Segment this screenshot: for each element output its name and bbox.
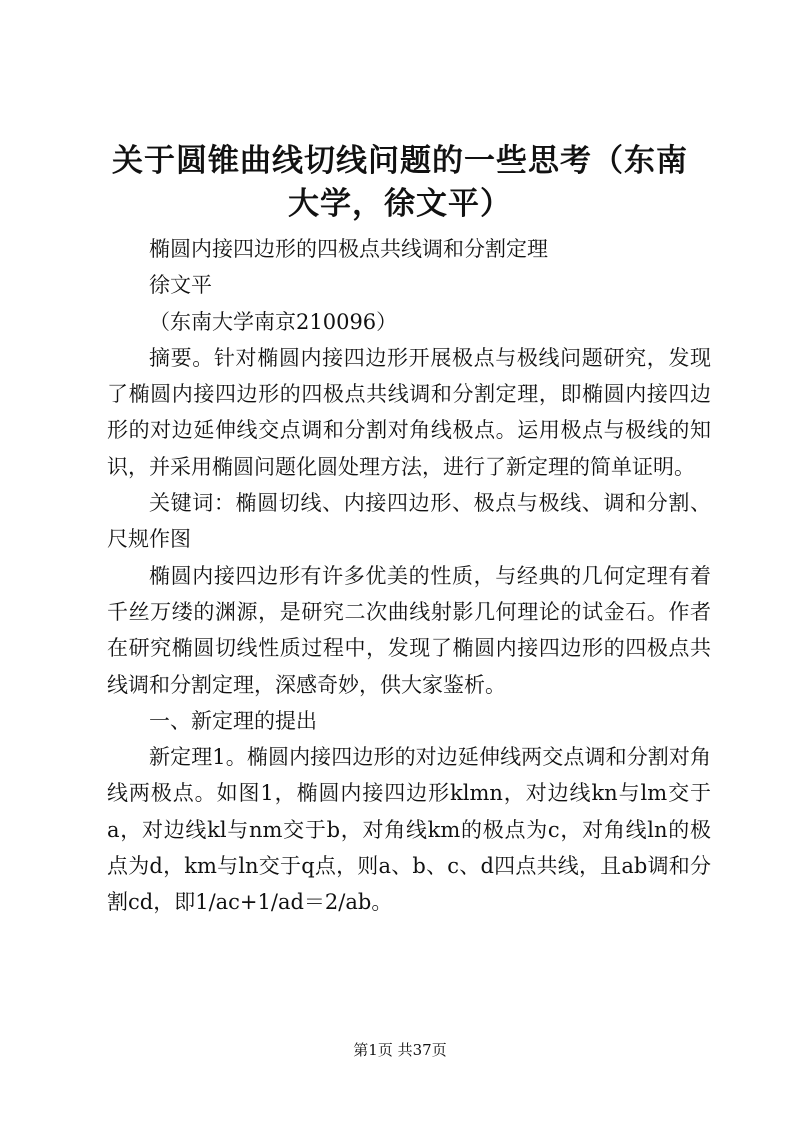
author-paragraph: 徐文平 — [149, 273, 212, 298]
page-footer: 第1页 共37页 — [353, 1041, 447, 1059]
section-heading: 一、新定理的提出 — [149, 708, 317, 733]
document-body — [107, 231, 711, 921]
intro-paragraph: 椭圆内接四边形有许多优美的性质，与经典的几何定理有着千丝万缕的渊源，是研究二次曲线射影几何理论的试金石。作者在研究椭圆切线性质过程中，发现了椭圆内接四边形的四极点共线调和分割定理，深感奇妙，供大家鉴析。 — [107, 563, 711, 697]
paper-title-paragraph: 椭圆内接四边形的四极点共线调和分割定理 — [149, 237, 548, 261]
abstract-paragraph: 摘要。针对椭圆内接四边形开展极点与极线问题研究，发现了椭圆内接四边形的四极点共线调和分割定理，即椭圆内接四边形的对边延伸线交点调和分割对角线极点。运用极点与极线的知识，并采用椭圆问题化圆处理方法，进行了新定理的简单证明。 — [107, 345, 711, 479]
keywords-paragraph: 关键词：椭圆切线、内接四边形、极点与极线、调和分割、尺规作图 — [107, 491, 711, 552]
document-title: 关于圆锥曲线切线问题的一些思考（东南大学，徐文平） — [112, 143, 688, 222]
theorem-paragraph: 新定理1。椭圆内接四边形的对边延伸线两交点调和分割对角线两极点。如图1，椭圆内接四边形klmn，对边线kn与lm交于a，对边线kl与nm交于b，对角线km的极点为c，对角线ln的极点为d，km与ln交于q点，则a、b、c、d四点共线，且ab调和分割cd，即1/ac+1/ad＝2/ab。 — [107, 745, 711, 915]
affiliation-paragraph: （东南大学南京210096） — [149, 309, 398, 334]
